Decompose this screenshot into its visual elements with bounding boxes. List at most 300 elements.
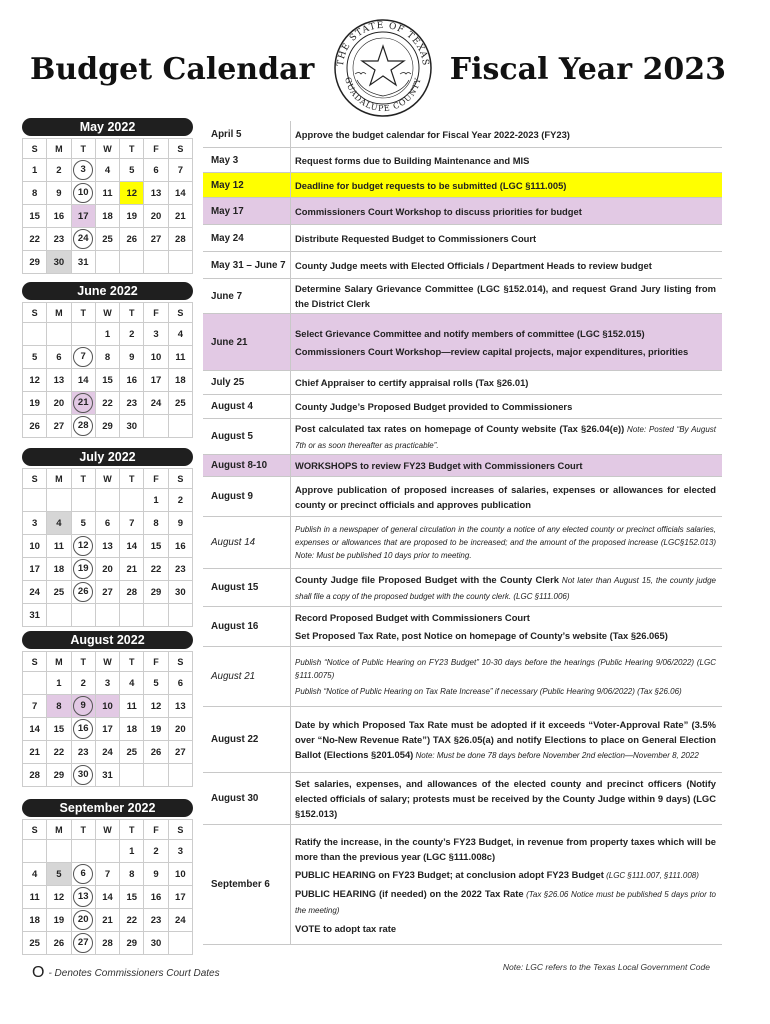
schedule-date: August 14 (211, 537, 256, 548)
day-number: 30 (53, 256, 65, 268)
day-number: 19 (150, 723, 162, 735)
schedule-row (203, 707, 722, 773)
calendar-day (168, 863, 192, 886)
schedule-row (203, 569, 722, 607)
schedule-date: August 8-10 (211, 460, 268, 471)
description-line (295, 572, 716, 604)
day-number: 2 (177, 494, 183, 506)
calendar-day (120, 182, 144, 205)
calendar-day (95, 489, 119, 512)
description-text: Approve the budget calendar for Fiscal Year 2022-2023 (FY23) (295, 128, 570, 140)
description-line (295, 776, 716, 821)
calendar-day (71, 764, 95, 787)
day-number: 25 (102, 233, 113, 245)
calendar-day (23, 672, 47, 695)
schedule-row (203, 825, 722, 945)
schedule-date: May 31 – June 7 (211, 259, 286, 271)
day-number: 18 (126, 723, 138, 735)
schedule-date: May 24 (211, 232, 244, 244)
day-number: 8 (129, 868, 135, 880)
calendar-month (22, 282, 193, 438)
day-number: 30 (175, 586, 186, 598)
day-number: 7 (177, 164, 183, 176)
calendar-day (71, 415, 95, 438)
calendar-day (47, 159, 71, 182)
calendar-day (23, 840, 47, 863)
schedule-date: May 3 (211, 154, 239, 166)
calendar-day (23, 489, 47, 512)
calendar-day (168, 604, 192, 627)
calendar-day (95, 863, 119, 886)
calendar-day (144, 512, 168, 535)
calendar-day (47, 346, 71, 369)
day-of-week-header: F (144, 139, 168, 159)
description-line (295, 685, 716, 698)
calendar-day (95, 741, 119, 764)
day-number: 1 (153, 494, 159, 506)
day-number: 29 (150, 586, 162, 598)
day-number: 4 (177, 328, 183, 340)
day-number: 14 (77, 374, 89, 386)
description-line (295, 458, 716, 473)
calendar-day (168, 840, 192, 863)
calendar-day (71, 863, 95, 886)
calendar-day (168, 581, 192, 604)
calendar-day (168, 323, 192, 346)
day-number: 28 (102, 937, 113, 949)
calendar-day (144, 205, 168, 228)
description-line (295, 523, 716, 562)
day-of-week-header: S (23, 820, 47, 840)
schedule-row (203, 148, 722, 173)
day-number: 28 (175, 233, 186, 245)
court-date-number: 26 (73, 582, 93, 602)
calendar-day (23, 695, 47, 718)
description-text: Commissioners Court Workshop—review capital projects, major expenditures, priorities (295, 345, 689, 357)
calendar-day (47, 558, 71, 581)
schedule-date: July 25 (211, 377, 245, 388)
calendar-day (71, 346, 95, 369)
calendar-day (168, 695, 192, 718)
day-number: 15 (126, 891, 138, 903)
day-of-week-header: F (144, 820, 168, 840)
calendar-day (120, 323, 144, 346)
calendar-day (47, 228, 71, 251)
day-number: 15 (29, 210, 40, 222)
calendar-day (120, 535, 144, 558)
description-line (295, 231, 716, 246)
day-number: 16 (53, 210, 65, 222)
schedule-row (203, 395, 722, 419)
calendar-day (168, 205, 192, 228)
schedule-row (203, 173, 722, 198)
description-note: Note: Posted “By August 7th or as soon thereafter as practicable”. (295, 424, 716, 450)
calendar-day (120, 159, 144, 182)
description-text: Deadline for budget requests to be submitted (LGC §111.005) (295, 179, 567, 191)
calendar-day (95, 228, 119, 251)
calendar-day (120, 228, 144, 251)
day-number: 12 (150, 700, 162, 712)
schedule-row (203, 225, 722, 252)
calendar-day (144, 251, 168, 274)
day-number: 3 (104, 677, 111, 689)
calendar-day (71, 251, 95, 274)
calendar-day (144, 863, 168, 886)
calendar-day (47, 764, 71, 787)
calendar-day (95, 840, 119, 863)
calendar-day (47, 581, 71, 604)
day-number: 29 (29, 256, 40, 268)
day-of-week-header: T (120, 820, 144, 840)
description-text: Request forms due to Building Maintenance and MIS (295, 154, 530, 166)
day-number: 12 (126, 187, 138, 199)
calendar-day (95, 718, 119, 741)
calendar-day (47, 840, 71, 863)
schedule-row (203, 773, 722, 825)
calendar-day (71, 182, 95, 205)
circle-legend-icon: O (32, 964, 45, 981)
schedule-description (290, 455, 722, 476)
calendar-day (144, 840, 168, 863)
day-number: 17 (29, 563, 40, 575)
calendar-day (47, 932, 71, 955)
calendar-day (168, 535, 192, 558)
day-of-week-header: S (23, 303, 47, 323)
calendar-day (47, 392, 71, 415)
day-of-week-header: T (71, 139, 95, 159)
calendar-day (95, 369, 119, 392)
description-line (295, 153, 716, 168)
calendar-day (47, 489, 71, 512)
calendar-day (120, 718, 144, 741)
day-number: 15 (150, 540, 162, 552)
day-number: 31 (77, 256, 89, 268)
calendar-day (71, 741, 95, 764)
description-text: Determine Salary Grievance Committee (LGC §152.014), and request Grand Jury listing from the District Clerk (295, 283, 716, 309)
calendar-day (168, 764, 192, 787)
schedule-date: August 9 (211, 491, 253, 502)
day-number: 21 (29, 746, 40, 758)
schedule-description (290, 569, 722, 606)
day-number: 3 (153, 328, 159, 340)
schedule-description (290, 517, 722, 568)
day-number: 27 (150, 233, 162, 245)
day-number: 5 (153, 677, 159, 689)
calendar-day (23, 346, 47, 369)
calendar-day (144, 392, 168, 415)
day-number: 27 (102, 586, 113, 598)
day-number: 11 (126, 700, 137, 712)
description-text: Select Grievance Committee and notify members of committee (LGC §152.015) (295, 327, 645, 339)
day-number: 15 (102, 374, 113, 386)
day-number: 2 (80, 677, 86, 689)
title-budget-calendar: Budget Calendar (30, 52, 315, 87)
day-of-week-header: M (47, 820, 71, 840)
day-of-week-header: W (95, 652, 119, 672)
day-number: 13 (175, 700, 186, 712)
schedule-row (203, 121, 722, 148)
calendar-day (23, 741, 47, 764)
description-text: Set Proposed Tax Rate, post Notice on homepage of County’s website (Tax §26.065) (295, 630, 668, 641)
day-number: 24 (102, 746, 113, 758)
day-number: 23 (53, 233, 65, 245)
day-number: 31 (29, 609, 40, 621)
lgc-footnote: Note: LGC refers to the Texas Local Government Code (502, 962, 710, 972)
calendar-day (95, 558, 119, 581)
day-number: 10 (102, 700, 113, 712)
court-date-number: 21 (73, 393, 93, 413)
schedule-row (203, 252, 722, 279)
schedule-date: August 30 (211, 793, 259, 804)
calendar-day (144, 346, 168, 369)
calendar-day (71, 159, 95, 182)
day-number: 14 (126, 540, 138, 552)
description-note: (Tax §26.06 Notice must be published 5 days prior to the meeting) (295, 889, 716, 915)
day-number: 13 (102, 540, 113, 552)
calendar-day (144, 909, 168, 932)
day-number: 10 (29, 540, 40, 552)
schedule-date: August 4 (211, 401, 253, 412)
calendar-day (120, 346, 144, 369)
day-number: 8 (153, 517, 159, 529)
calendar-day (71, 535, 95, 558)
day-number: 20 (150, 210, 162, 222)
day-number: 8 (31, 187, 38, 199)
calendar-month (22, 799, 193, 955)
court-date-number: 12 (73, 536, 93, 556)
court-date-number: 24 (73, 229, 93, 249)
description-text: PUBLIC HEARING on FY23 Budget; at conclusion adopt FY23 Budget (295, 868, 604, 880)
calendar-day (71, 205, 95, 228)
calendar-day (168, 182, 192, 205)
calendar-day (23, 415, 47, 438)
day-number: 22 (150, 563, 162, 575)
calendar-day (144, 323, 168, 346)
day-number: 29 (102, 420, 113, 432)
description-line (295, 204, 716, 219)
calendar-day (71, 489, 95, 512)
calendar-day (120, 840, 144, 863)
day-number: 6 (104, 517, 111, 529)
day-number: 11 (102, 187, 113, 199)
day-of-week-header: F (144, 303, 168, 323)
court-date-number: 28 (73, 416, 93, 436)
calendar-day (95, 346, 119, 369)
calendar-day (144, 764, 168, 787)
court-date-number: 6 (73, 864, 93, 884)
day-number: 25 (126, 746, 138, 758)
day-of-week-header: T (71, 820, 95, 840)
schedule-date: June 21 (211, 336, 248, 348)
calendar-day (47, 182, 71, 205)
title-fiscal-year: Fiscal Year 2023 (449, 52, 726, 87)
schedule-description (290, 225, 722, 251)
description-line (295, 178, 716, 193)
day-number: 6 (153, 164, 159, 176)
calendar-day (144, 604, 168, 627)
schedule-description (290, 173, 722, 197)
day-number: 21 (175, 210, 186, 222)
calendar-day (168, 558, 192, 581)
day-number: 26 (150, 746, 162, 758)
day-number: 5 (129, 164, 135, 176)
description-text: Record Proposed Budget with Commissioners Court (295, 612, 530, 623)
description-line (295, 344, 716, 359)
description-line (295, 628, 716, 643)
day-of-week-header: M (47, 652, 71, 672)
calendar-day (168, 886, 192, 909)
calendar-month-title: July 2022 (22, 448, 193, 466)
calendar-month (22, 448, 193, 627)
day-of-week-header: S (23, 469, 47, 489)
day-number: 7 (31, 700, 38, 712)
calendar-day (168, 909, 192, 932)
calendar-day (95, 392, 119, 415)
calendar-day (168, 512, 192, 535)
county-seal-icon (333, 18, 433, 118)
day-of-week-header: W (95, 469, 119, 489)
day-number: 12 (53, 891, 65, 903)
svg-text:THE STATE OF TEXAS: THE STATE OF TEXAS (335, 20, 431, 67)
calendar-day (23, 512, 47, 535)
day-number: 9 (153, 868, 159, 880)
calendar-day (168, 741, 192, 764)
calendar-day (95, 182, 119, 205)
schedule-row (203, 419, 722, 455)
calendar-day (47, 695, 71, 718)
day-number: 14 (29, 723, 40, 735)
calendar-day (71, 604, 95, 627)
day-number: 26 (126, 233, 138, 245)
schedule-date: September 6 (211, 879, 270, 890)
day-number: 6 (56, 351, 62, 363)
calendar-day (95, 535, 119, 558)
description-text: Date by which Proposed Tax Rate must be adopted if it exceeds “Voter-Approval Rate” (3.5% over “No-New Revenue Rate”) TAX §26.05(a) and notify Elections to place on General Election Ballot (Elections §201.054) (295, 718, 716, 760)
day-number: 16 (175, 540, 186, 552)
description-text: VOTE to adopt tax rate (295, 922, 397, 934)
calendar-day (120, 741, 144, 764)
day-number: 20 (175, 723, 186, 735)
court-date-number: 30 (73, 765, 93, 785)
day-number: 7 (129, 517, 135, 529)
description-line (295, 375, 716, 390)
calendar-day (23, 558, 47, 581)
day-number: 8 (56, 700, 62, 712)
schedule-row (203, 477, 722, 517)
day-number: 10 (175, 868, 186, 880)
description-text: Commissioners Court Workshop to discuss priorities for budget (295, 205, 582, 217)
calendar-day (144, 695, 168, 718)
calendar-day (23, 228, 47, 251)
day-number: 6 (177, 677, 183, 689)
calendar-day (168, 159, 192, 182)
day-of-week-header: W (95, 820, 119, 840)
calendar-day (47, 415, 71, 438)
calendar-day (168, 672, 192, 695)
calendar-day (95, 159, 119, 182)
calendar-day (120, 205, 144, 228)
schedule-description (290, 825, 722, 944)
calendar-day (71, 840, 95, 863)
description-line (295, 482, 716, 512)
calendar-day (144, 741, 168, 764)
day-of-week-header: W (95, 139, 119, 159)
day-of-week-header: S (168, 469, 192, 489)
schedule-description (290, 647, 722, 706)
day-number: 18 (102, 210, 113, 222)
court-date-number: 9 (73, 696, 93, 716)
calendar-day (120, 695, 144, 718)
day-of-week-header: S (168, 139, 192, 159)
calendar-day (23, 581, 47, 604)
day-number: 13 (150, 187, 162, 199)
calendar-month-title: September 2022 (22, 799, 193, 817)
calendar-day (47, 886, 71, 909)
description-text: WORKSHOPS to review FY23 Budget with Commissioners Court (295, 460, 583, 471)
calendar-day (95, 323, 119, 346)
calendar-day (23, 182, 47, 205)
description-text: Publish in a newspaper of general circulation in the county a notice of any elected county or precinct officials salaries, expenses or allowances that are proposed to be increased; and the amount of the proposed increase (LGC§152.013) Note: Must be published 10 days prior to meeting. (295, 525, 716, 560)
day-number: 7 (104, 868, 111, 880)
court-date-number: 10 (73, 183, 93, 203)
day-number: 16 (150, 891, 162, 903)
calendar-day (144, 672, 168, 695)
day-number: 11 (53, 540, 64, 552)
schedule-date: August 22 (211, 734, 259, 745)
day-of-week-header: S (168, 652, 192, 672)
day-of-week-header: T (120, 652, 144, 672)
day-number: 21 (102, 914, 113, 926)
calendar-day (47, 863, 71, 886)
day-number: 26 (53, 937, 65, 949)
day-number: 4 (104, 164, 111, 176)
schedule-date: August 5 (211, 431, 253, 442)
calendar-day (23, 764, 47, 787)
schedule-date: May 12 (211, 179, 244, 191)
day-number: 18 (29, 914, 40, 926)
day-number: 1 (104, 328, 111, 340)
day-number: 4 (31, 868, 38, 880)
calendar-day (168, 415, 192, 438)
description-text: Set salaries, expenses, and allowances of the elected county and precinct officers (Notify elected officials of salary; protests must be received by the County Judge within 9 days) (LGC §152.013) (295, 778, 716, 819)
day-number: 23 (175, 563, 186, 575)
day-number: 27 (175, 746, 186, 758)
day-of-week-header: S (23, 652, 47, 672)
schedule-row (203, 517, 722, 569)
schedule-row (203, 279, 722, 314)
calendar-day (168, 369, 192, 392)
calendar-day (144, 932, 168, 955)
day-of-week-header: S (168, 303, 192, 323)
day-number: 3 (31, 517, 38, 529)
calendar-day (47, 741, 71, 764)
calendar-day (120, 932, 144, 955)
calendar-day (71, 695, 95, 718)
calendar-day (47, 535, 71, 558)
day-number: 14 (175, 187, 186, 199)
day-number: 31 (102, 769, 113, 781)
schedule-description (290, 148, 722, 172)
day-number: 1 (31, 164, 38, 176)
description-line (295, 610, 716, 625)
calendar-day (47, 369, 71, 392)
court-date-number: 3 (73, 160, 93, 180)
day-of-week-header: S (168, 820, 192, 840)
calendar-day (95, 764, 119, 787)
description-line (295, 421, 716, 453)
day-number: 17 (150, 374, 162, 386)
court-date-number: 13 (73, 887, 93, 907)
